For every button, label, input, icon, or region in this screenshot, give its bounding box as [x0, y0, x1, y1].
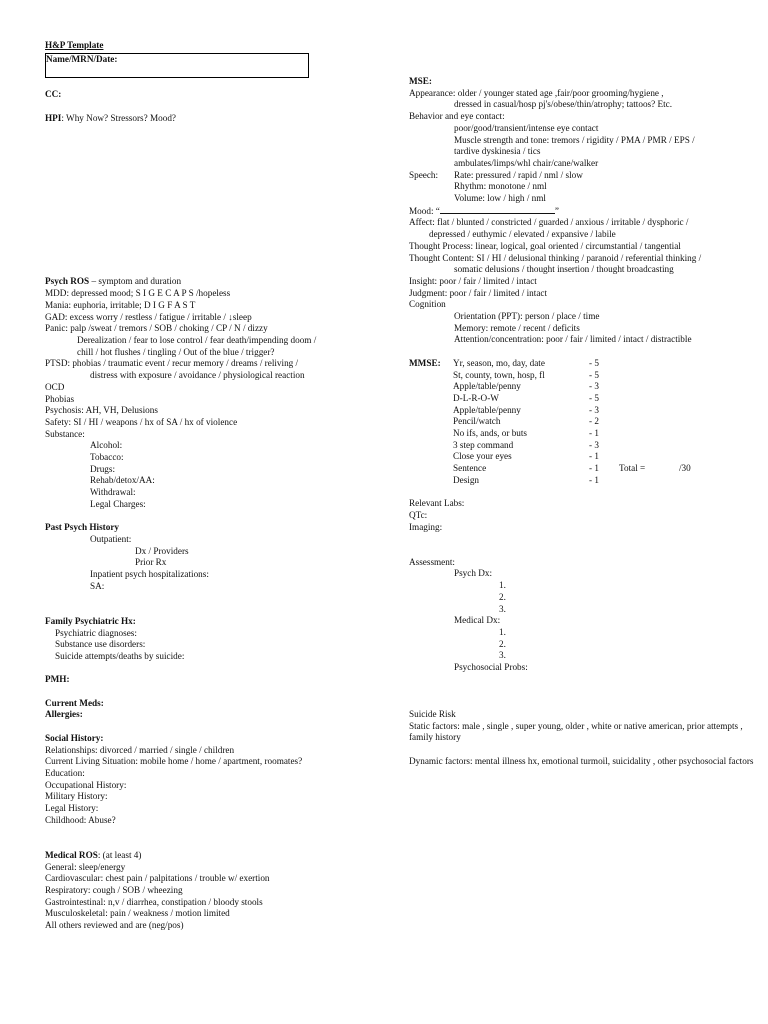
social-childhood: Childhood: Abuse?: [45, 814, 116, 825]
substance-withdrawal: Withdrawal:: [90, 487, 136, 498]
mmse-row: [409, 405, 754, 417]
mse-text: MSE: [409, 76, 429, 86]
mmse-item: No ifs, ands, or buts: [453, 428, 528, 439]
right-column: [409, 76, 754, 767]
suicide-risk-label: Suicide Risk: [409, 708, 456, 719]
social-relationships: Relationships: divorced / married / single / children: [45, 744, 235, 755]
mros-msk: Musculoskeletal: pain / weakness / motion limited: [45, 908, 230, 919]
psych-dx-3: 3.: [499, 603, 506, 614]
social-education: Education:: [45, 767, 85, 778]
mmse-row: [409, 440, 754, 452]
mmse-points: - 5: [589, 369, 599, 380]
mmse-row: [409, 451, 754, 463]
ros-phobias: Phobias: [45, 393, 75, 404]
mmse-item: Design: [453, 474, 480, 485]
mmse-points: - 3: [589, 381, 599, 392]
mmse-points: - 1: [589, 428, 599, 439]
sa-label: SA:: [90, 580, 105, 591]
dynamic-factors: Dynamic factors: mental illness hx, emotional turmoil, suicidality , other psychosocial factors: [409, 755, 754, 766]
psych-dx-1: 1.: [499, 580, 506, 591]
medical-dx-2: 2.: [499, 638, 506, 649]
medical-ros-label: Medical ROS: [45, 849, 98, 860]
mmse-item: D-L-R-O-W: [453, 392, 499, 403]
mse-tardive: tardive dyskinesia / tics: [454, 146, 541, 157]
mse-thought-process: Thought Process: linear, logical, goal oriented / circumstantial / tangential: [409, 240, 681, 251]
name-mrn-date-label: Name/MRN/Date:: [46, 53, 118, 64]
mmse-item: Apple/table/penny: [453, 381, 521, 392]
family-substance: Substance use disorders:: [55, 639, 146, 650]
ros-psychosis: Psychosis: AH, VH, Delusions: [45, 405, 158, 416]
substance-drugs: Drugs:: [90, 463, 116, 474]
psych-ros-label: Psych ROS: [45, 276, 90, 287]
substance-alcohol: Alcohol:: [90, 440, 123, 451]
relevant-labs: Relevant Labs:: [409, 498, 465, 509]
ros-safety: Safety: SI / HI / weapons / hx of SA / hx of violence: [45, 416, 238, 427]
mmse-item: Sentence: [453, 463, 487, 474]
ros-ptsd-2: distress with exposure / avoidance / physiological reaction: [90, 370, 305, 381]
past-psych-label: Past Psych History: [45, 522, 120, 533]
psych-ros-note: – symptom and duration: [89, 276, 182, 287]
mse-muscle: Muscle strength and tone: tremors / rigidity / PMA / PMR / EPS /: [454, 134, 695, 145]
mse-thought-content-2: somatic delusions / thought insertion / thought broadcasting: [454, 264, 674, 275]
social-occupation: Occupational History:: [45, 779, 127, 790]
imaging: Imaging:: [409, 521, 443, 532]
family-hx-label: Family Psychiatric Hx:: [45, 615, 136, 626]
mse-judgment: Judgment: poor / fair / limited / intact: [409, 287, 548, 298]
speech-label: Speech:: [409, 169, 439, 180]
mros-cardio: Cardiovascular: chest pain / palpitations / trouble w/ exertion: [45, 873, 270, 884]
mmse-item: 3 step command: [453, 439, 514, 450]
cc-label: CC:: [45, 89, 62, 100]
mmse-item: Close your eyes: [453, 451, 512, 462]
assessment-label: Assessment:: [409, 556, 455, 567]
mmse-item: Yr, season, mo, day, date: [453, 357, 545, 368]
mmse-points: - 5: [589, 357, 599, 368]
mros-resp: Respiratory: cough / SOB / wheezing: [45, 884, 183, 895]
substance-tobacco: Tobacco:: [90, 452, 124, 463]
speech-rhythm: Rhythm: monotone / nml: [454, 181, 547, 192]
mood-close-quote: ”: [554, 205, 559, 216]
mmse-item: Apple/table/penny: [453, 404, 521, 415]
mmse-row: [409, 381, 754, 393]
speech-rate-line: [409, 170, 754, 182]
ros-panic: Panic: palp /sweat / tremors / SOB / choking / CP / N / dizzy: [45, 323, 268, 334]
family-suicide: Suicide attempts/deaths by suicide:: [55, 650, 185, 661]
mros-others: All others reviewed and are (neg/pos): [45, 920, 184, 931]
medical-dx-label: Medical Dx:: [454, 615, 501, 626]
social-living: Current Living Situation: mobile home / home / apartment, roomates?: [45, 756, 303, 767]
mse-appearance-2: dressed in casual/hosp pj's/obese/thin/atrophy; tattoos? Etc.: [454, 99, 673, 110]
hpi-label: HPI: [45, 112, 62, 123]
social-hx-text: Social History: [45, 732, 101, 743]
family-psych-dx: Psychiatric diagnoses:: [55, 627, 137, 638]
allergies-label: Allergies:: [45, 709, 83, 720]
hpi-text: : Why Now? Stressors? Mood?: [61, 112, 177, 123]
family-hx-text: Family Psychiatric Hx: [45, 615, 133, 626]
mmse-points: - 1: [589, 451, 599, 462]
medical-dx-1: 1.: [499, 626, 506, 637]
mse-eye-contact: poor/good/transient/intense eye contact: [454, 122, 599, 133]
social-hx-label: Social History:: [45, 732, 104, 743]
mse-insight: Insight: poor / fair / limited / intact: [409, 275, 537, 286]
psych-dx-label: Psych Dx:: [454, 568, 493, 579]
pmh-text: PMH: [45, 674, 67, 685]
substance-rehab: Rehab/detox/AA:: [90, 475, 155, 486]
outpatient-dx: Dx / Providers: [135, 545, 189, 556]
ros-ptsd: PTSD: phobias / traumatic event / recur memory / dreams / reliving /: [45, 358, 299, 369]
social-military: Military History:: [45, 791, 108, 802]
mse-ambulates: ambulates/limps/whl chair/cane/walker: [454, 157, 599, 168]
mmse-total-max: /30: [679, 463, 691, 474]
social-legal: Legal History:: [45, 803, 99, 814]
mmse-points: - 2: [589, 416, 599, 427]
mmse-points: - 1: [589, 474, 599, 485]
mse-label: MSE:: [409, 76, 432, 86]
mmse-row: [409, 463, 754, 475]
mmse-item: Pencil/watch: [453, 416, 501, 427]
mmse-row: [409, 428, 754, 440]
mse-cognition: Cognition: [409, 299, 446, 310]
mmse-label-text: MMSE: [409, 357, 438, 368]
mmse-block: [409, 358, 754, 487]
qtc: QTc:: [409, 509, 428, 520]
static-factors: Static factors: male , single , super young, older , white or native american, prior attempts , family history: [409, 720, 743, 743]
mros-gi: Gastrointestinal: n,v / diarrhea, constipation / bloody stools: [45, 896, 263, 907]
medical-ros-note: : (at least 4): [97, 849, 142, 860]
psych-dx-2: 2.: [499, 591, 506, 602]
mmse-total-label: Total =: [619, 463, 646, 474]
substance-legal: Legal Charges:: [90, 498, 146, 509]
ros-panic-3: chill / hot flushes / tingling / Out of the blue / trigger?: [77, 346, 275, 357]
mood-line[interactable]: [409, 205, 754, 218]
current-meds-label: Current Meds:: [45, 697, 104, 708]
inpatient-label: Inpatient psych hospitalizations:: [90, 569, 209, 580]
left-column: [45, 40, 375, 932]
mmse-points: - 5: [589, 392, 599, 403]
psychosocial-probs: Psychosocial Probs:: [454, 662, 528, 673]
mmse-item: St, county, town, hosp, fl: [453, 369, 545, 380]
mmse-row: [409, 416, 754, 428]
allergies-text: Allergies: [45, 709, 80, 720]
current-meds-text: Current Meds: [45, 697, 101, 708]
template-title: H&P Template: [45, 40, 104, 50]
outpatient-rx: Prior Rx: [135, 557, 167, 568]
name-mrn-date-box[interactable]: [45, 53, 309, 78]
mmse-points: - 3: [589, 439, 599, 450]
hpi-line: [45, 113, 375, 125]
mse-attention: Attention/concentration: poor / fair / limited / intact / distractible: [454, 334, 692, 345]
mmse-row: [409, 358, 754, 370]
mmse-row: [409, 475, 754, 487]
mros-general: General: sleep/energy: [45, 861, 126, 872]
mmse-points: - 3: [589, 404, 599, 415]
pmh-label: PMH:: [45, 674, 70, 685]
mood-label: Mood: “: [409, 205, 440, 216]
speech-rate: Rate: pressured / rapid / nml / slow: [454, 169, 583, 180]
ros-mdd: MDD: depressed mood; S I G E C A P S /hopeless: [45, 288, 231, 299]
outpatient-label: Outpatient:: [90, 533, 132, 544]
mood-blank[interactable]: [440, 205, 555, 214]
medical-dx-3: 3.: [499, 650, 506, 661]
mse-affect: Affect: flat / blunted / constricted / guarded / anxious / irritable / dysphoric /: [409, 217, 689, 228]
mse-orientation: Orientation (PPT): person / place / time: [454, 311, 600, 322]
ros-panic-2: Derealization / fear to lose control / fear death/impending doom /: [77, 335, 317, 345]
mse-thought-content: Thought Content: SI / HI / delusional thinking / paranoid / referential thinking /: [409, 252, 702, 263]
mse-behavior: Behavior and eye contact:: [409, 111, 505, 122]
mmse-row: [409, 370, 754, 382]
ros-gad: GAD: excess worry / restless / fatigue / irritable / ↓sleep: [45, 311, 252, 322]
mmse-row: [409, 393, 754, 405]
speech-volume: Volume: low / high / nml: [454, 193, 546, 204]
mse-memory: Memory: remote / recent / deficits: [454, 322, 580, 333]
psych-ros-header: [45, 276, 375, 288]
mmse-points: - 1: [589, 463, 599, 474]
mse-appearance: Appearance: older / younger stated age ,fair/poor grooming/hygiene ,: [409, 87, 664, 98]
mmse-label: MMSE:: [409, 357, 441, 368]
medical-ros-header: [45, 850, 375, 862]
ros-mania: Mania: euphoria, irritable; D I G F A S T: [45, 299, 196, 310]
mse-affect-2: depressed / euthymic / elevated / expansive / labile: [429, 229, 616, 240]
ros-ocd: OCD: [45, 381, 65, 392]
ros-substance: Substance:: [45, 428, 85, 439]
